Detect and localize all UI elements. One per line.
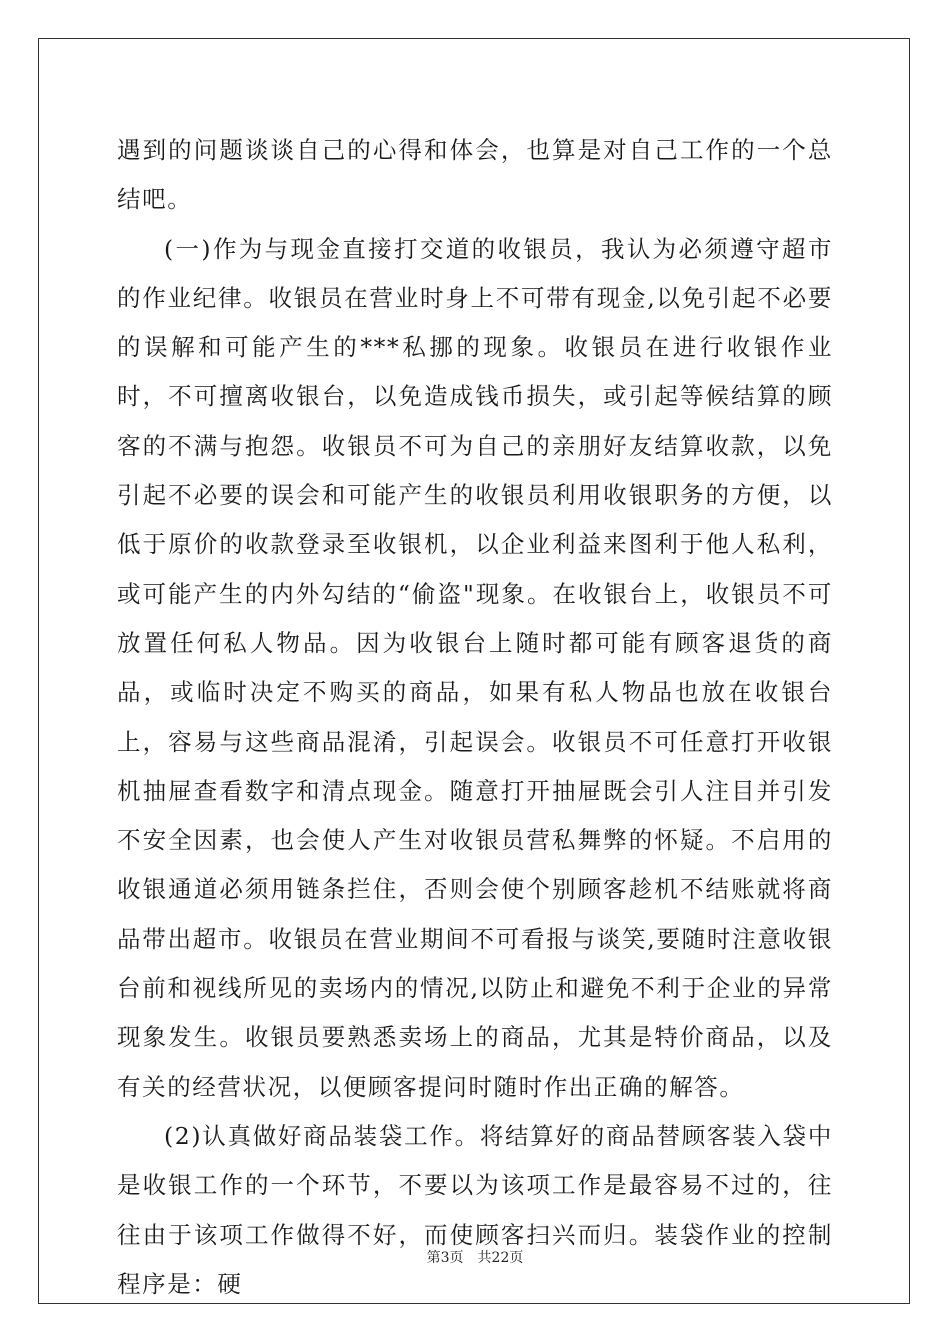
paragraph-continuation: 遇到的问题谈谈自己的心得和体会，也算是对自己工作的一个总结吧。 — [117, 136, 833, 214]
paragraph-bagging: (2)认真做好商品装袋工作。将结算好的商品替顾客装入袋中是收银工作的一个环节，不要以为该项工作是最容易不过的，往往由于该项工作做得不好，而使顾客扫兴而归。装袋作业的控制程序是：硬 — [117, 1121, 833, 1298]
paragraph-cashier-discipline: (一)作为与现金直接打交道的收银员，我认为必须遵守超市的作业纪律。收银员在营业时身上不可带有现金,以免引起不必要的误解和可能产生的***私挪的现象。收银员在进行收银作业时，不可擅离收银台，以免造成钱币损失，或引起等候结算的顾客的不满与抱怨。收银员不可为自己的亲朋好友结算收款，以免引起不必要的误会和可能产生的收银员利用收银职务的方便，以低于原价的收款登录至收银机，以企业利益来图利于他人私利，或可能产生的内外勾结的“偷盗"现象。在收银台上，收银员不可放置任何私人物品。因为收银台上随时都可能有顾客退货的商品，或临时决定不购买的商品，如果有私人物品也放在收银台上，容易与这些商品混淆，引起误会。收银员不可任意打开收银机抽屉查看数字和清点现金。随意打开抽屉既会引人注目并引发不安全因素，也会使人产生对收银员营私舞弊的怀疑。不启用的收银通道必须用链条拦住，否则会使个别顾客趁机不结账就将商品带出超市。收银员在营业期间不可看报与谈笑,要随时注意收银台前和视线所见的卖场内的情况,以防止和避免不利于企业的异常现象发生。收银员要熟悉卖场上的商品，尤其是特价商品，以及有关的经营状况，以便顾客提问时随时作出正确的解答。 — [117, 234, 833, 1101]
page-footer — [0, 1248, 950, 1268]
page-number: 第3页 — [426, 1250, 464, 1266]
page-total: 共22页 — [477, 1250, 524, 1266]
document-body — [117, 126, 833, 1309]
